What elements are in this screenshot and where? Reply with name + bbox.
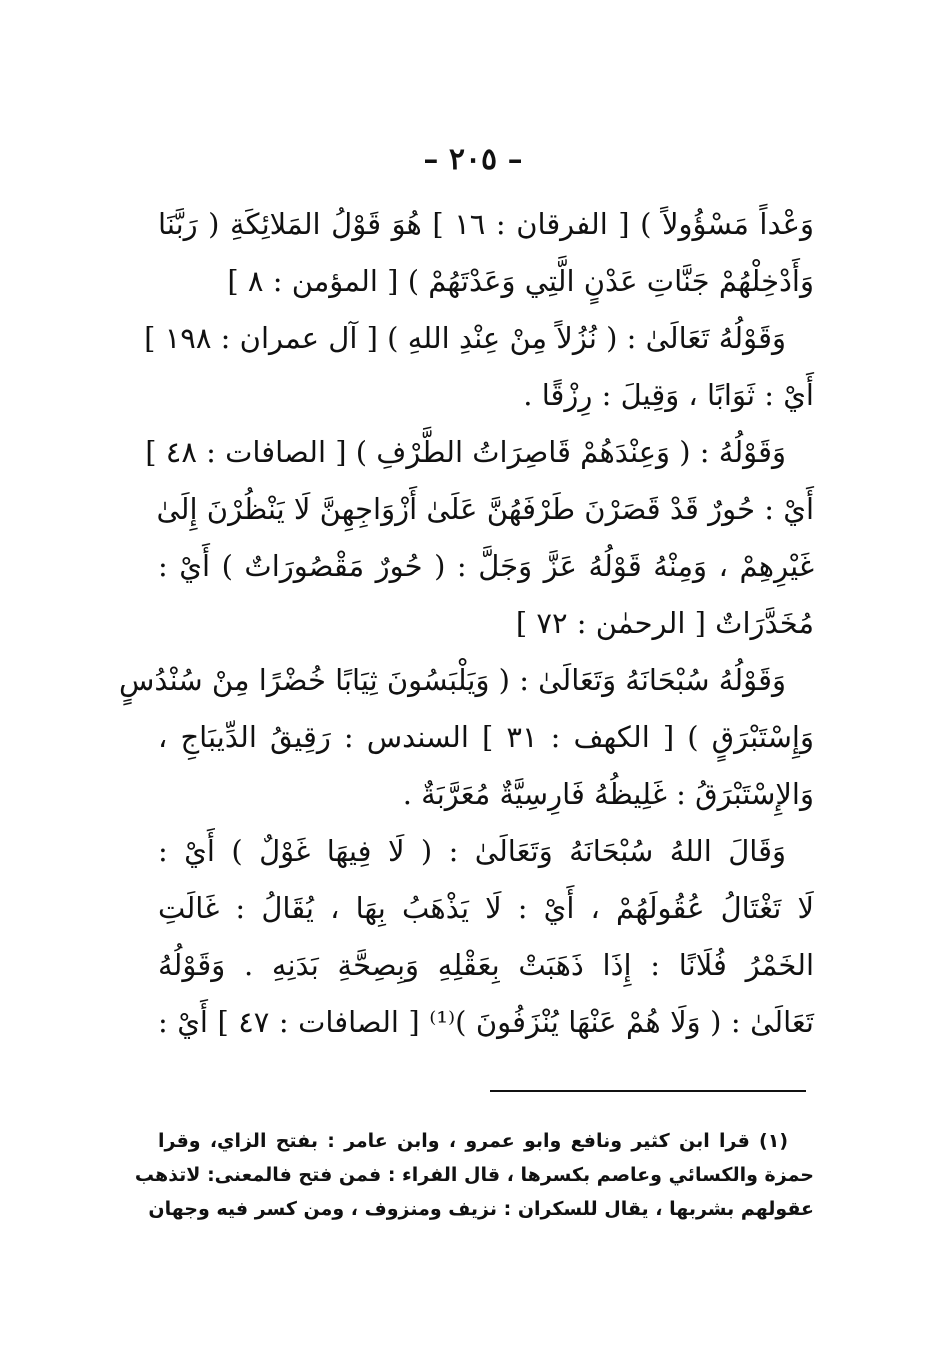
body-line: غَيْرِهِمْ ، وَمِنْهُ قَوْلُهُ عَزَّ وَجَلَّ : ( حُورٌ مَقْصُورَاتٌ ) أَيْ : [158,549,814,583]
body-text [119,196,814,1051]
body-line: وَإِسْتَبْرَقٍ ) [ الكهف : ٣١ ] السندس : رَقِيقُ الدِّيبَاجِ ، [158,720,814,754]
body-line: وَقَالَ اللهُ سُبْحَانَهُ وَتَعَالَىٰ : ( لَا فِيهَا غَوْلٌ ) أَيْ : [158,834,786,868]
footnotes [134,1124,814,1226]
body-line: أَيْ : حُورٌ قَدْ قَصَرْنَ طَرْفَهُنَّ عَلَىٰ أَزْوَاجِهِنَّ لَا يَنْظُرْنَ إِلَىٰ [156,492,814,526]
body-line: وَقَوْلُهُ : ( وَعِنْدَهُمْ قَاصِرَاتُ الطَّرْفِ ) [ الصافات : ٤٨ ] [145,435,786,469]
body-line: وَأَدْخِلْهُمْ جَنَّاتِ عَدْنٍ الَّتِي وَعَدْتَهُمْ ) [ المؤمن : ٨ ] [227,264,814,298]
footnote-line: عقولهم بشربها ، يقال للسكران : نزيف ومنزوف ، ومن كسر فيه وجهان [148,1198,814,1220]
footnote-line: (١) قرا ابن كثير ونافع وابو عمرو ، وابن عامر : بفتح الزاي، وقرا [158,1130,788,1152]
body-line: وَعْداً مَسْؤُولاً ) [ الفرقان : ١٦ ] هُوَ قَوْلُ المَلائِكَةِ ( رَبَّنَا [158,207,814,241]
body-line: وَقَوْلُهُ سُبْحَانَهُ وَتَعَالَىٰ : ( وَيَلْبَسُونَ ثِيَابًا خُضْرًا مِنْ سُنْدُسٍ [119,663,786,697]
footnote-separator [490,1090,806,1092]
body-line: وَقَوْلُهُ تَعَالَىٰ : ( نُزُلاً مِنْ عِنْدِ اللهِ ) [ آل عمران : ١٩٨ ] [144,321,786,355]
body-line: أَيْ : ثَوَابًا ، وَقِيلَ : رِزْقًا . [523,378,814,412]
footnote-line: حمزة والكسائي وعاصم بكسرها ، قال الفراء : فمن فتح فالمعنى: لاتذهب [134,1164,814,1186]
page-number: – ٢٠٥ – [423,142,523,177]
body-line: تَعَالَىٰ : ( وَلَا هُمْ عَنْهَا يُنْزَفُونَ )⁽¹⁾ [ الصافات : ٤٧ ] أَيْ : [158,1005,814,1039]
body-line: لَا تَغْتَالُ عُقُولَهُمْ ، أَيْ : لَا يَذْهَبُ بِهَا ، يُقَالُ : غَالَتِ [158,891,814,925]
body-line: وَالإِسْتَبْرَقُ : غَلِيظُهُ فَارِسِيَّةٌ مُعَرَّبَةٌ . [402,777,814,811]
body-line: مُخَدَّرَاتٌ [ الرحمٰن : ٧٢ ] [515,606,814,640]
body-line: الخَمْرُ فُلَانًا : إِذَا ذَهَبَتْ بِعَقْلِهِ وَبِصِحَّةِ بَدَنِهِ . وَقَوْلُهُ [158,948,814,982]
